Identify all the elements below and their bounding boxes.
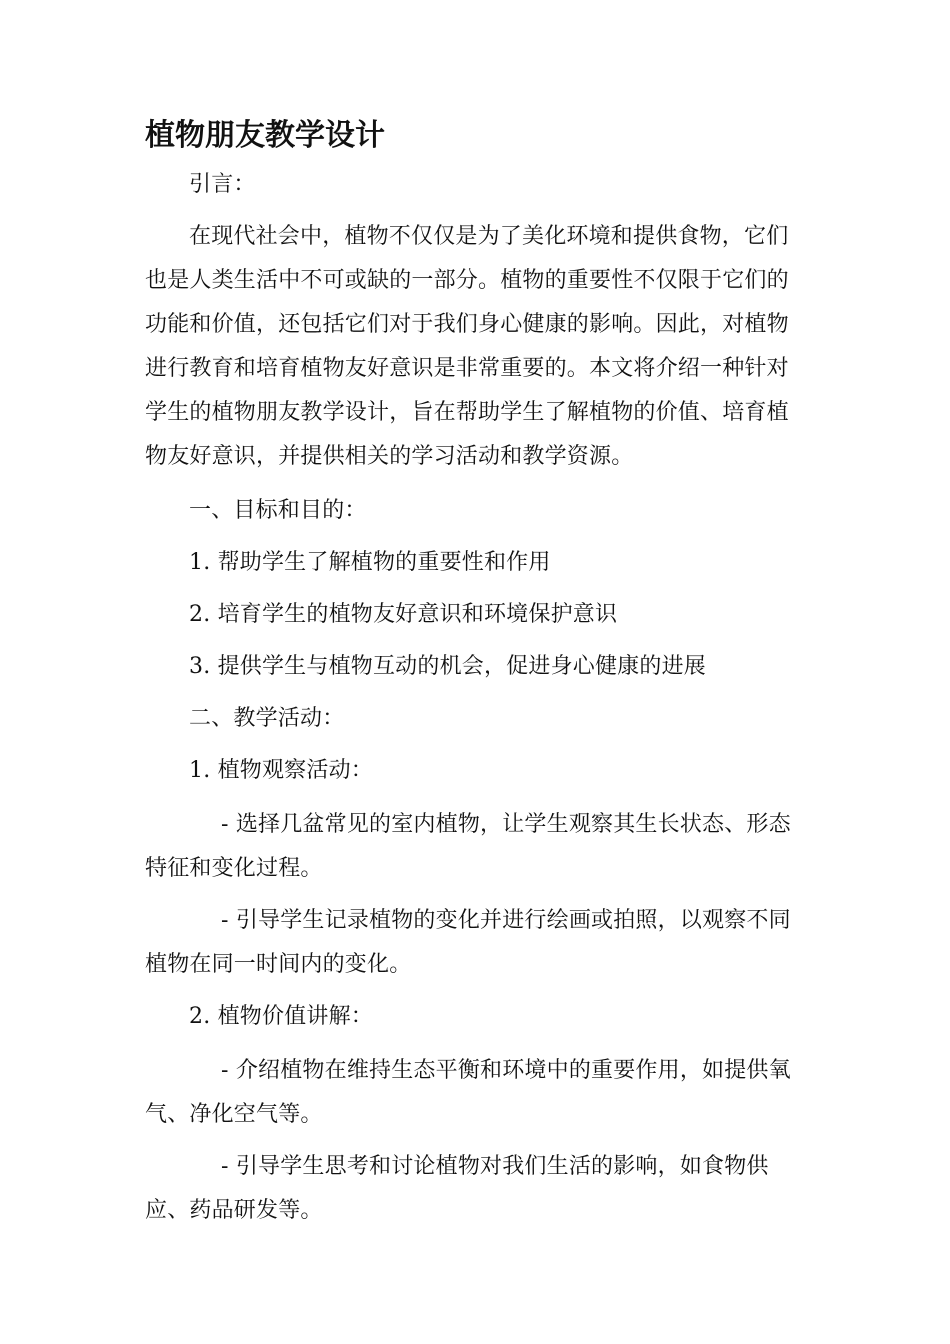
goal-item-2: 2. 培育学生的植物友好意识和环境保护意识 — [189, 602, 618, 627]
activity-1-point-1: - 选择几盆常见的室内植物，让学生观察其生长状态、形态特征和变化过程。 — [145, 812, 791, 881]
goal-item-1: 1. 帮助学生了解植物的重要性和作用 — [189, 550, 551, 575]
activity-2-point-1: - 介绍植物在维持生态平衡和环境中的重要作用，如提供氧气、净化空气等。 — [145, 1058, 791, 1127]
activity-1-title: 1. 植物观察活动： — [189, 758, 373, 783]
goal-item-3: 3. 提供学生与植物互动的机会，促进身心健康的进展 — [189, 654, 706, 679]
section-1-heading: 一、目标和目的： — [189, 498, 367, 523]
activity-1-point-2: - 引导学生记录植物的变化并进行绘画或拍照，以观察不同植物在同一时间内的变化。 — [145, 908, 791, 977]
document-title: 植物朋友教学设计 — [145, 118, 385, 153]
activity-2-point-2: - 引导学生思考和讨论植物对我们生活的影响，如食物供应、药品研发等。 — [145, 1154, 769, 1223]
section-2-heading: 二、教学活动： — [189, 706, 345, 731]
intro-label: 引言： — [189, 172, 256, 197]
intro-paragraph: 在现代社会中，植物不仅仅是为了美化环境和提供食物，它们也是人类生活中不可或缺的一部分。植物的重要性不仅限于它们的功能和价值，还包括它们对于我们身心健康的影响。因此，对植物进行教育和培育植物友好意识是非常重要的。本文将介绍一种针对学生的植物朋友教学设计，旨在帮助学生了解植物的价值、培育植物友好意识，并提供相关的学习活动和教学资源。 — [145, 224, 789, 469]
activity-2-title: 2. 植物价值讲解： — [189, 1004, 373, 1029]
